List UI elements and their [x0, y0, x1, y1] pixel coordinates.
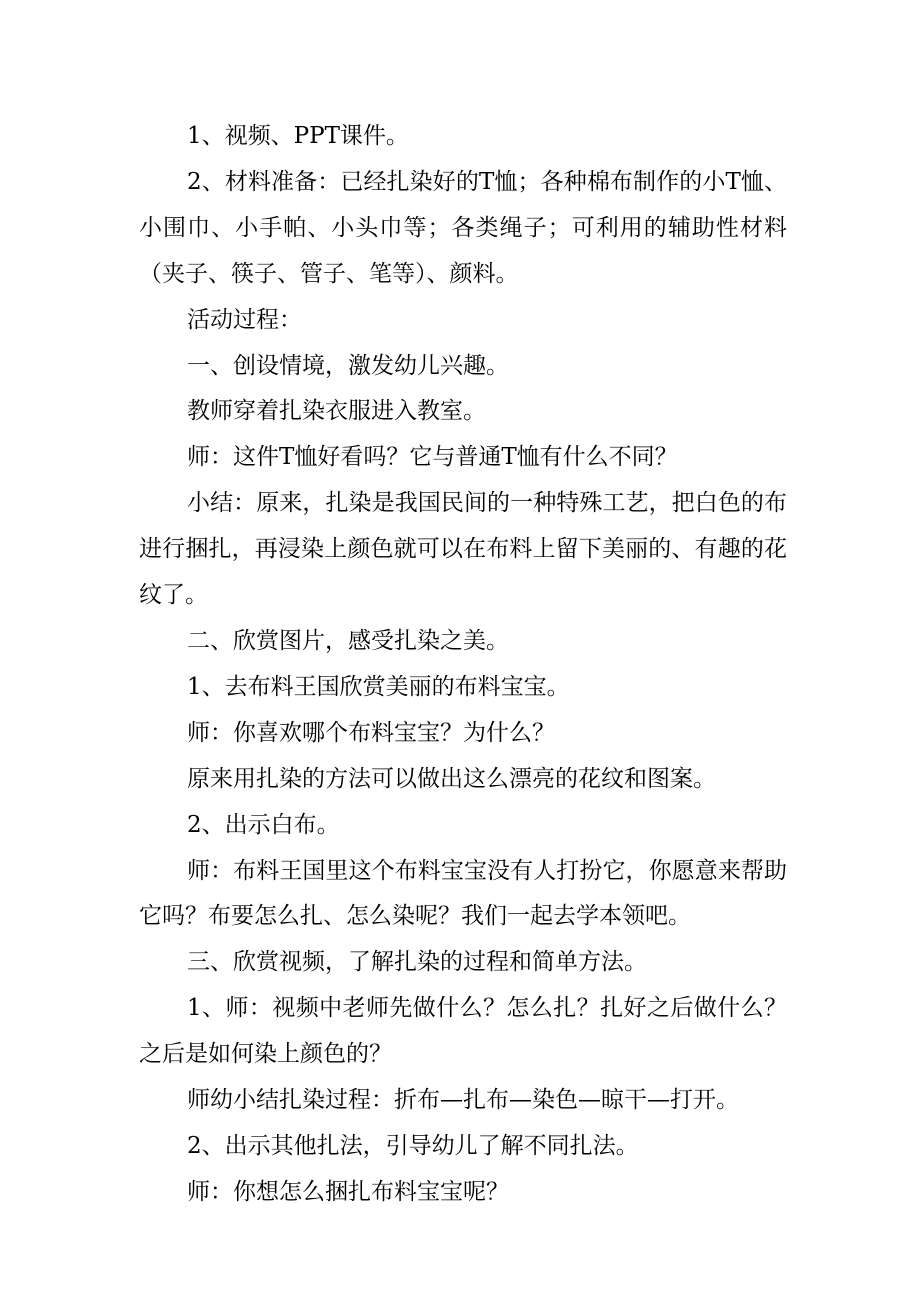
paragraph-patterns-note: 原来用扎染的方法可以做出这么漂亮的花纹和图案。: [187, 765, 716, 792]
paragraph-teacher-question-bind: 师：你想怎么捆扎布料宝宝呢？: [187, 1178, 509, 1205]
paragraph-teacher-question-favorite: 师：你喜欢哪个布料宝宝？为什么？: [187, 719, 555, 746]
paragraph-section-one-heading: 一、创设情境，激发幼儿兴趣。: [187, 352, 509, 379]
paragraph-process-heading: 活动过程：: [187, 306, 302, 333]
paragraph-section-two-heading: 二、欣赏图片，感受扎染之美。: [187, 627, 509, 654]
document-body: [139, 114, 787, 1216]
paragraph-summary-tie-dye: 小结：原来，扎染是我国民间的一种特殊工艺，把白色的布进行捆扎，再浸染上颜色就可以在布料上留下美丽的、有趣的花纹了。: [139, 490, 787, 609]
paragraph-teacher-help-fabric: 师：布料王国里这个布料宝宝没有人打扮它，你愿意来帮助它吗？布要怎么扎、怎么染呢？我们一起去学本领吧。: [139, 857, 787, 930]
paragraph-show-white-cloth: 2、出示白布。: [187, 811, 340, 838]
paragraph-teacher-enters: 教师穿着扎染衣服进入教室。: [187, 398, 486, 425]
paragraph-materials-video: 1、视频、PPT课件。: [187, 123, 409, 149]
paragraph-process-summary: 师幼小结扎染过程：折布—扎布—染色—晾干—打开。: [187, 1087, 739, 1114]
paragraph-materials-preparation: 2、材料准备：已经扎染好的T恤；各种棉布制作的小T恤、小围巾、小手帕、小头巾等；各类绳子；可利用的辅助性材料（夹子、筷子、管子、笔等）、颜料。: [139, 168, 787, 287]
paragraph-teacher-question-tshirt: 师：这件T恤好看吗？它与普通T恤有什么不同？: [187, 444, 678, 471]
paragraph-other-methods: 2、出示其他扎法，引导幼儿了解不同扎法。: [187, 1132, 639, 1159]
paragraph-fabric-kingdom: 1、去布料王国欣赏美丽的布料宝宝。: [187, 673, 570, 700]
paragraph-video-questions: 1、师：视频中老师先做什么？怎么扎？扎好之后做什么？之后是如何染上颜色的？: [139, 995, 787, 1068]
paragraph-section-three-heading: 三、欣赏视频，了解扎染的过程和简单方法。: [187, 949, 647, 976]
